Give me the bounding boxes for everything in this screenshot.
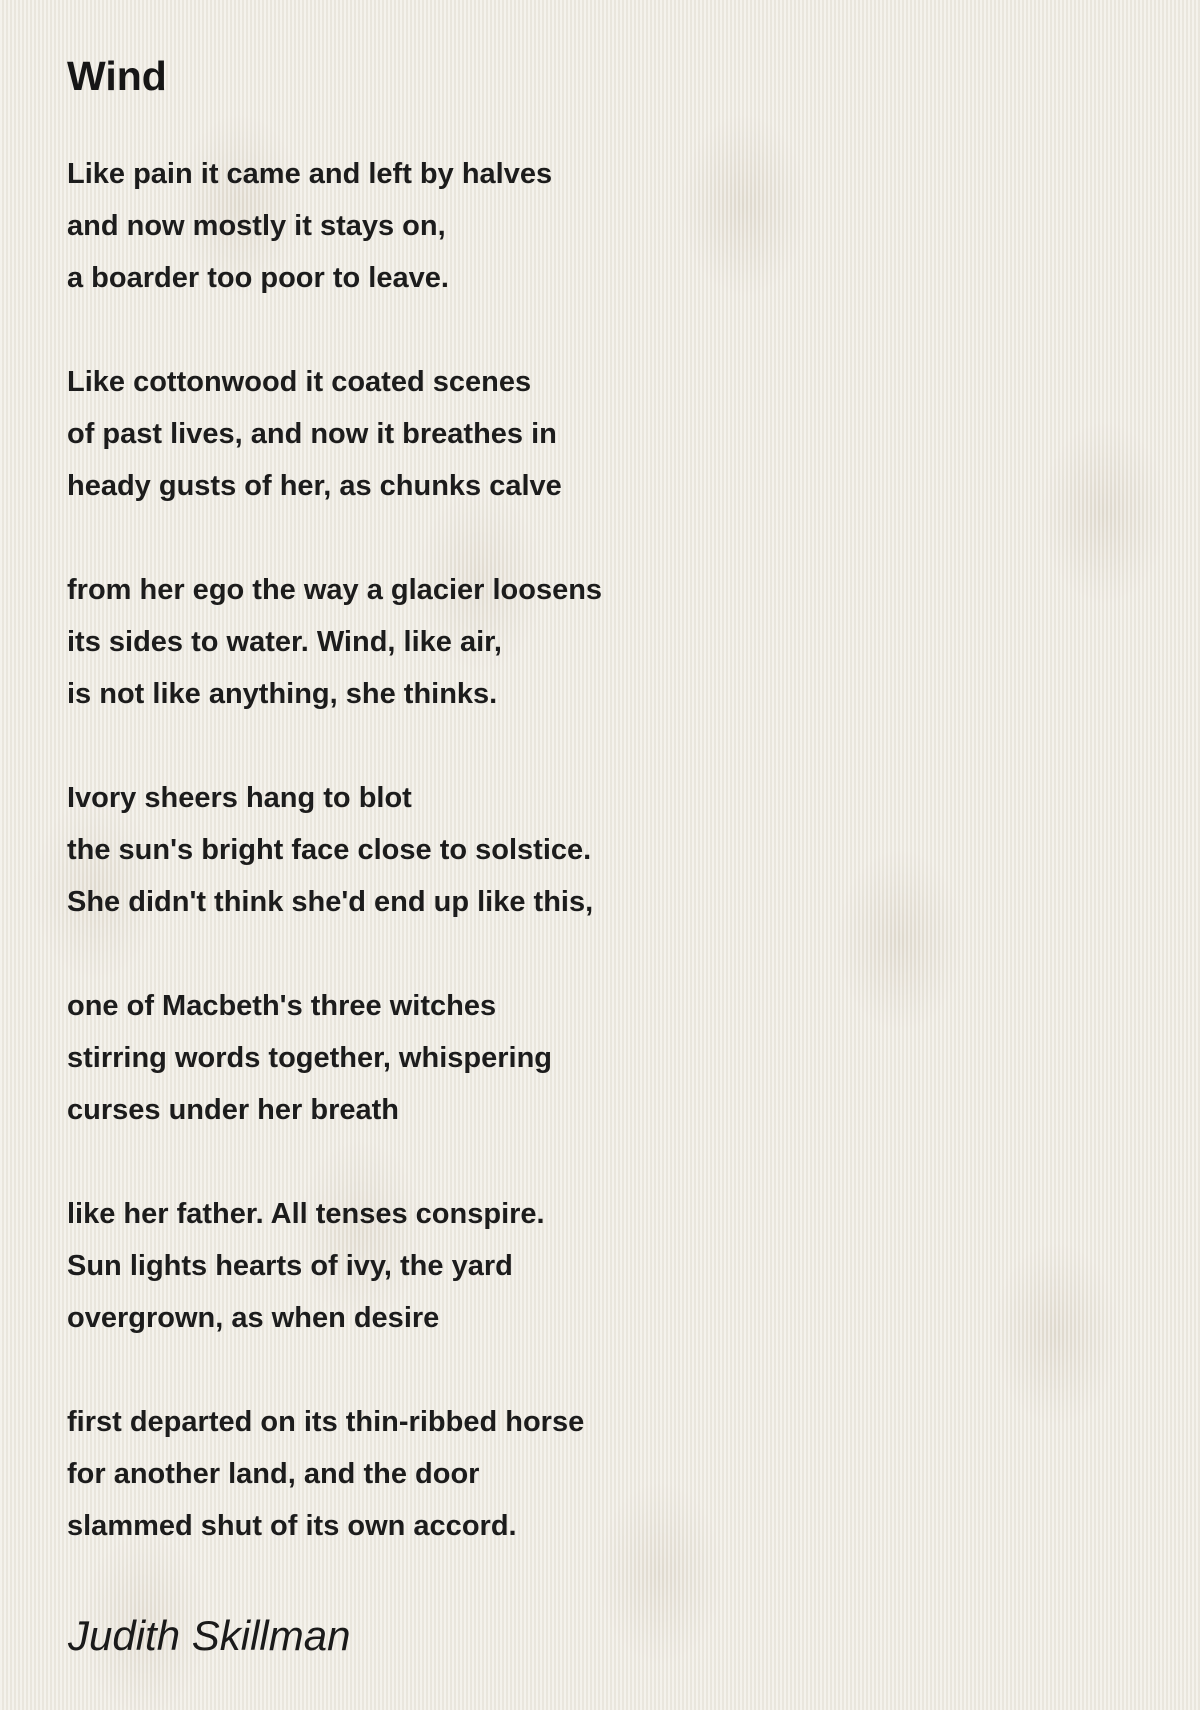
poem-line: Like pain it came and left by halves [67, 158, 553, 190]
poem-line: curses under her breath [67, 1094, 399, 1126]
poem-line: like her father. All tenses conspire. [67, 1198, 545, 1230]
poem-line: of past lives, and now it breathes in [67, 418, 557, 450]
poem-line: Sun lights hearts of ivy, the yard [67, 1250, 513, 1282]
poem-line: and now mostly it stays on, [67, 210, 446, 242]
poem-line: a boarder too poor to leave. [67, 262, 449, 294]
stanza-1 [67, 148, 967, 304]
poem-title: Wind [67, 53, 167, 99]
poem-line: the sun's bright face close to solstice. [67, 834, 592, 866]
poem-line: for another land, and the door [67, 1458, 480, 1490]
poem-line: is not like anything, she thinks. [67, 678, 498, 710]
stanza-4 [67, 772, 967, 928]
poem-line: first departed on its thin-ribbed horse [67, 1406, 585, 1438]
poem-line: Ivory sheers hang to blot [67, 782, 412, 814]
poem-line: slammed shut of its own accord. [67, 1510, 517, 1542]
poem-line: heady gusts of her, as chunks calve [67, 470, 562, 502]
stanza-7 [67, 1396, 967, 1552]
poem-line: from her ego the way a glacier loosens [67, 574, 603, 606]
stanza-5 [67, 980, 967, 1136]
stanza-6 [67, 1188, 967, 1344]
poem-line: overgrown, as when desire [67, 1302, 440, 1334]
poem-line: one of Macbeth's three witches [67, 990, 497, 1022]
poem-line: its sides to water. Wind, like air, [67, 626, 502, 658]
stanza-3 [67, 564, 967, 720]
poem-line: Like cottonwood it coated scenes [67, 366, 532, 398]
poem-line: She didn't think she'd end up like this, [67, 886, 594, 918]
poem-body [67, 148, 967, 1604]
stanza-2 [67, 356, 967, 512]
poem-line: stirring words together, whispering [67, 1042, 552, 1074]
poem-author: Judith Skillman [68, 1612, 351, 1659]
